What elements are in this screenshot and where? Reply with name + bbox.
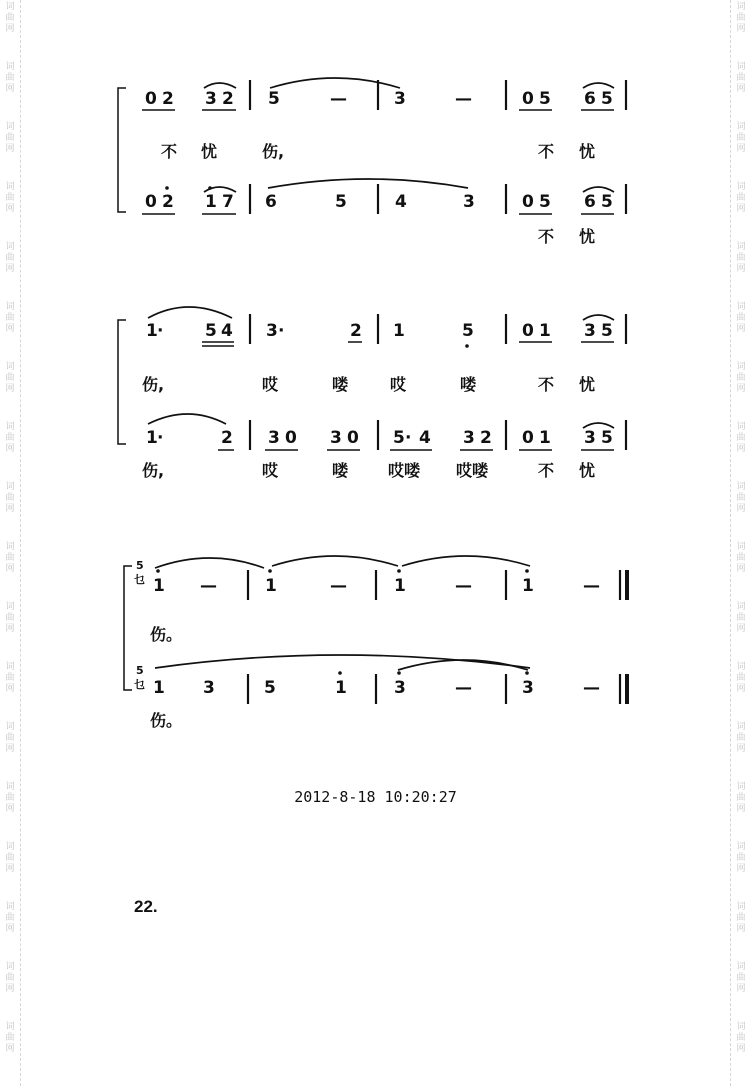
watermark-char: 词 [5,422,15,432]
note: 0 [285,428,297,448]
note: 1 [539,428,551,448]
dash: — [583,576,600,596]
slur [272,556,398,566]
system-1 [118,78,626,246]
note: 5 [601,428,613,448]
watermark-char: 词 [736,242,746,252]
note: 3 [394,678,406,698]
lyric: 不 [538,227,555,246]
lyric: 哎 [390,375,407,394]
lyric: 伤, [142,461,165,480]
lyric: 忧 [579,142,596,161]
watermark-char: 词 [5,722,15,732]
watermark-char: 词 [736,62,746,72]
note: 5 [264,678,276,698]
lyric: 哎 [262,375,279,394]
note: 5 [539,89,551,109]
note: 3 [266,321,278,341]
note: 1 [539,321,551,341]
note: 3 [522,678,534,698]
watermark-char: 曲 [5,253,15,263]
lyric: 忧 [579,461,596,480]
watermark-char: 词 [736,302,746,312]
watermark-char: 曲 [736,553,746,563]
watermark-char: 词 [5,902,15,912]
watermark-char: 曲 [736,913,746,923]
watermark-char: 曲 [5,133,15,143]
watermark-char: 网 [736,444,746,454]
timestamp: 2012-8-18 10:20:27 [294,788,457,806]
note: 3 [205,89,217,109]
note: 5 [205,321,217,341]
lyric: 忧 [579,227,596,246]
watermark-char: 词 [5,182,15,192]
lyric: 喽 [460,375,477,394]
system-3-lower-lyrics [150,711,182,730]
watermark-char: 曲 [5,733,15,743]
note: 1 [522,576,534,596]
note: 1 [265,576,277,596]
watermark-char: 网 [5,24,15,34]
lyric: 哎喽 [456,461,489,480]
note: 7 [222,192,234,212]
slur [148,414,226,424]
watermark-char: 词 [736,2,746,12]
grace-note: 5 [136,664,144,677]
watermark-char: 曲 [736,433,746,443]
lyric: 喽 [332,461,349,480]
watermark-char: 词 [736,842,746,852]
lyric: 忧 [201,142,218,161]
note: 5 [335,192,347,212]
slur [270,78,400,88]
dash: — [455,89,472,109]
watermark-char: 网 [736,984,746,994]
lyric: 伤。 [150,711,183,730]
system-1-upper-lyrics [161,142,595,161]
watermark-char: 网 [5,204,15,214]
slur [268,179,468,188]
watermark-char: 词 [5,782,15,792]
system-bracket [118,320,126,444]
watermark-char: 词 [5,962,15,972]
watermark-char: 网 [5,984,15,994]
lyric: 不 [538,142,555,161]
watermark-char: 曲 [5,913,15,923]
note: 1 [394,576,406,596]
watermark-char: 网 [5,684,15,694]
system-1-lower-staff [142,179,626,214]
watermark-char: 曲 [736,1033,746,1043]
watermark-char: 词 [5,62,15,72]
note: 5 [393,428,405,448]
watermark-char: 词 [5,362,15,372]
watermark-char: 网 [5,444,15,454]
system-bracket [118,88,126,212]
system-2 [118,307,626,480]
dot: · [405,428,412,448]
watermark-char: 词 [5,242,15,252]
dash: — [455,678,472,698]
watermark-char: 曲 [736,493,746,503]
slur [204,83,236,88]
note: 1 [205,192,217,212]
note: 2 [162,89,174,109]
watermark-char: 网 [736,684,746,694]
watermark-char: 网 [5,864,15,874]
note: 0 [145,89,157,109]
system-1-upper-staff [142,78,626,110]
note: 2 [350,321,362,341]
watermark-char: 曲 [5,13,15,23]
dash: — [455,576,472,596]
note: 0 [522,89,534,109]
watermark-char: 网 [736,564,746,574]
watermark-char: 曲 [5,853,15,863]
slur [148,307,232,318]
watermark-char: 曲 [5,1033,15,1043]
lyric: 哎 [262,461,279,480]
note: 0 [522,428,534,448]
note: 3 [584,321,596,341]
watermark-char: 曲 [5,673,15,683]
watermark-char: 曲 [5,613,15,623]
dash: — [330,576,347,596]
watermark-char: 曲 [5,73,15,83]
octave-dot [525,671,529,675]
note: 3 [394,89,406,109]
watermark-char: 曲 [736,13,746,23]
watermark-char: 词 [5,302,15,312]
note: 3 [463,192,475,212]
watermark-char: 曲 [736,193,746,203]
octave-dot [525,569,529,573]
lyric: 喽 [332,375,349,394]
watermark-char: 网 [736,864,746,874]
note: 6 [584,89,596,109]
watermark-char: 网 [736,744,746,754]
watermark-char: 网 [736,804,746,814]
octave-dot [397,671,401,675]
octave-dot [397,569,401,573]
watermark-char: 词 [736,662,746,672]
watermark-char: 词 [5,842,15,852]
note: 2 [222,89,234,109]
note: 3 [584,428,596,448]
watermark-char: 词 [736,902,746,912]
octave-dot [268,569,272,573]
watermark-char: 词 [736,362,746,372]
note: 2 [162,192,174,212]
watermark-char: 网 [5,1044,15,1054]
ornament: 乜 [134,573,145,586]
watermark-char: 词 [736,722,746,732]
watermark-char: 网 [736,504,746,514]
watermark-char: 词 [736,482,746,492]
system-3-upper-staff [134,556,627,600]
watermark-char: 网 [736,624,746,634]
note: 3 [268,428,280,448]
note: 5 [601,89,613,109]
note: 3 [330,428,342,448]
watermark-char: 网 [5,564,15,574]
octave-dot [465,344,469,348]
watermark-char: 网 [5,144,15,154]
watermark-char: 词 [5,2,15,12]
dot: · [157,321,164,341]
watermark-char: 曲 [736,313,746,323]
system-2-lower-lyrics [142,461,595,480]
lyric: 伤, [142,375,165,394]
note: 2 [221,428,233,448]
page-number: 22. [134,897,158,916]
watermark-char: 词 [5,482,15,492]
dash: — [583,678,600,698]
watermark-char: 曲 [736,373,746,383]
watermark-char: 曲 [736,793,746,803]
note: 1 [393,321,405,341]
watermark-char: 词 [736,782,746,792]
note: 0 [522,321,534,341]
watermark-char: 曲 [5,433,15,443]
watermark-char: 曲 [736,133,746,143]
watermark-char: 网 [736,324,746,334]
system-3-lower-staff [134,655,627,704]
slur [402,556,530,566]
note: 3 [463,428,475,448]
note: 6 [584,192,596,212]
watermark-char: 词 [736,122,746,132]
note: 0 [347,428,359,448]
watermark-char: 曲 [736,973,746,983]
watermark-char: 曲 [736,73,746,83]
watermark-char: 网 [5,264,15,274]
note: 4 [221,321,233,341]
watermark-char: 曲 [5,493,15,503]
watermark-char: 网 [736,1044,746,1054]
dot: · [278,321,285,341]
watermark-char: 曲 [5,313,15,323]
system-2-upper-staff [146,307,626,348]
lyric: 忧 [579,375,596,394]
watermark-char: 曲 [736,733,746,743]
watermark-char: 词 [736,962,746,972]
watermark-char: 曲 [736,253,746,263]
watermark-char: 网 [5,504,15,514]
watermark-char: 网 [736,204,746,214]
watermark-char: 词 [736,422,746,432]
note: 1 [146,321,158,341]
note: 5 [601,321,613,341]
note: 1 [146,428,158,448]
note: 5 [539,192,551,212]
watermark-char: 曲 [5,973,15,983]
watermark-char: 词 [736,542,746,552]
watermark-char: 网 [736,24,746,34]
watermark-char: 词 [5,542,15,552]
watermark-char: 网 [5,624,15,634]
watermark-char: 网 [736,84,746,94]
watermark-char: 词 [736,602,746,612]
watermark-char: 词 [736,1022,746,1032]
octave-dot [165,186,169,190]
watermark-char: 词 [736,182,746,192]
watermark-char: 网 [5,324,15,334]
slur [155,655,530,668]
watermark-char: 网 [5,384,15,394]
watermark-char: 网 [736,264,746,274]
watermark-char: 曲 [5,193,15,203]
note: 2 [480,428,492,448]
watermark-char: 曲 [5,553,15,563]
note: 1 [153,678,165,698]
watermark-char: 曲 [736,673,746,683]
watermark-char: 词 [5,122,15,132]
watermark-char: 网 [736,384,746,394]
octave-dot [338,671,342,675]
watermark-char: 网 [5,804,15,814]
note: 4 [419,428,431,448]
slur [398,660,528,670]
system-3-upper-lyrics [150,625,182,644]
note: 1 [153,576,165,596]
slur [155,558,264,568]
watermark-char: 曲 [5,373,15,383]
watermark-char: 网 [736,144,746,154]
note: 3 [203,678,215,698]
watermark-char: 曲 [736,613,746,623]
lyric: 伤。 [150,625,183,644]
dot: · [157,428,164,448]
system-bracket [124,566,132,690]
note: 0 [522,192,534,212]
system-3 [124,556,627,730]
watermark-char: 曲 [736,853,746,863]
lyric: 不 [538,375,555,394]
watermark-char: 曲 [5,793,15,803]
note: 0 [145,192,157,212]
grace-note: 5 [136,559,144,572]
watermark-char: 网 [5,744,15,754]
dash: — [200,576,217,596]
slur [583,315,614,320]
lyric: 伤, [262,142,285,161]
watermark-char: 词 [5,1022,15,1032]
dash: — [330,89,347,109]
watermark-char: 网 [736,924,746,934]
slur [583,83,614,88]
system-2-upper-lyrics [142,375,595,394]
system-1-lower-lyrics [538,227,595,246]
octave-dot [156,569,160,573]
note: 6 [265,192,277,212]
note: 5 [601,192,613,212]
system-2-lower-staff [146,414,626,450]
watermark-char: 网 [5,924,15,934]
watermark-char: 网 [5,84,15,94]
watermark-char: 词 [5,662,15,672]
note: 5 [268,89,280,109]
note: 1 [335,678,347,698]
watermark-char: 词 [5,602,15,612]
lyric: 哎喽 [388,461,421,480]
lyric: 不 [538,461,555,480]
lyric: 不 [161,142,178,161]
ornament: 乜 [134,678,145,691]
note: 5 [462,321,474,341]
note: 4 [395,192,407,212]
